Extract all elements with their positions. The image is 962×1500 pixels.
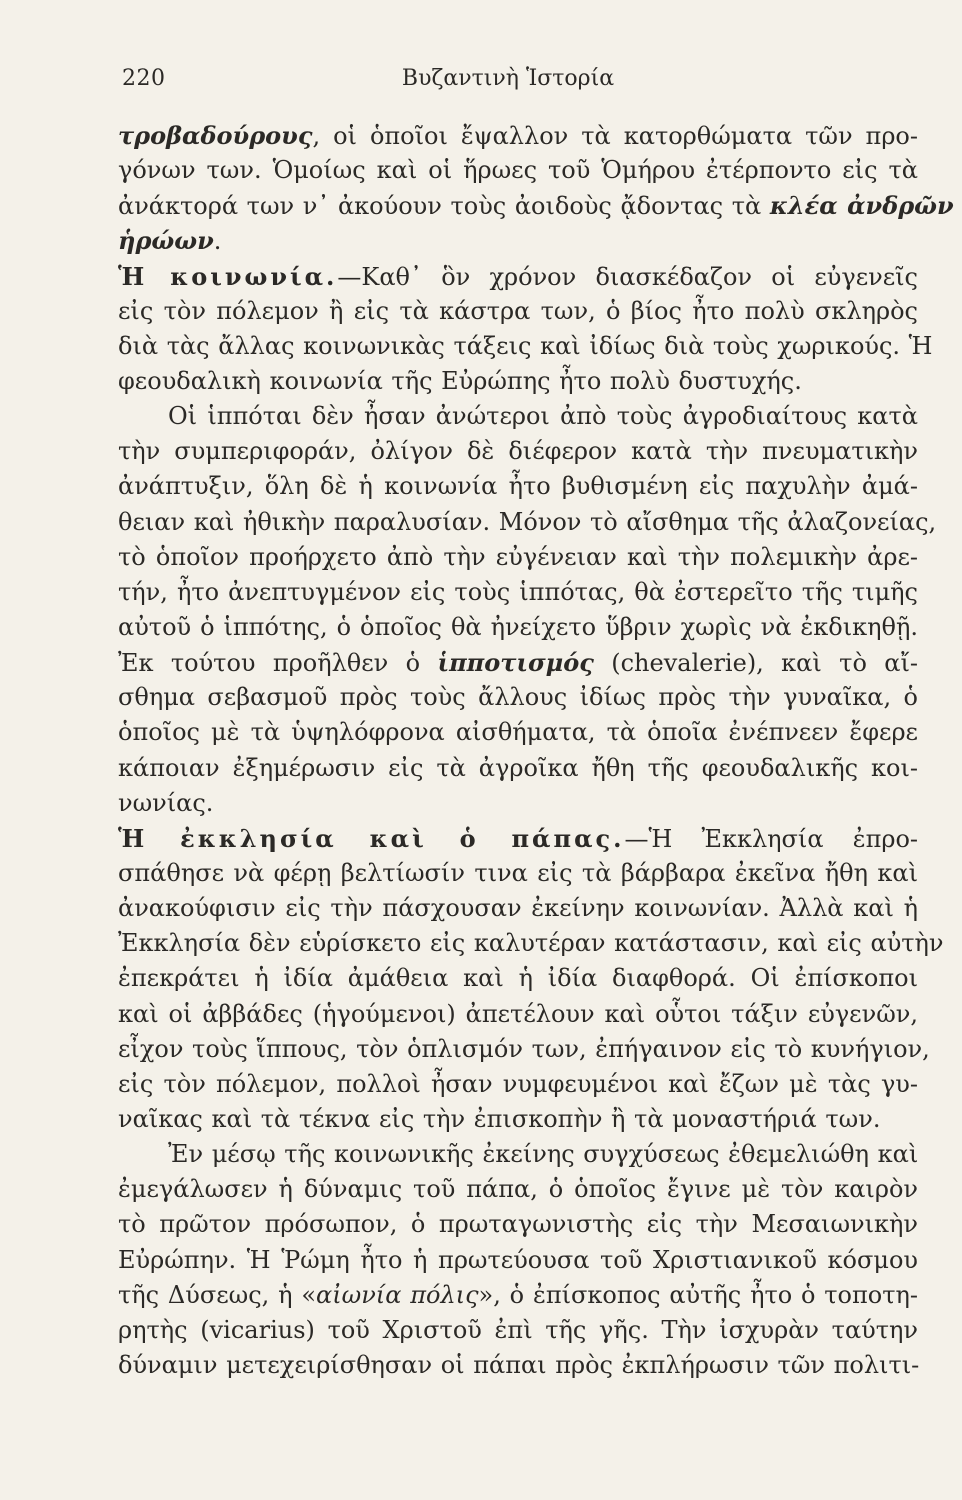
text-line: εἶχον τοὺς ἵππους, τὸν ὁπλισμόν των, ἐπήγαινον εἰς τὸ κυνήγιον, <box>118 1034 930 1063</box>
section-heading: Ἡ ἐκκλησία καὶ ὁ πάπας. <box>118 823 625 853</box>
text-line: ἐμεγάλωσεν ἡ δύναμις τοῦ πάπα, ὁ ὁποῖος ἔγινε μὲ τὸν καιρὸν <box>118 1175 918 1204</box>
text-line: θειαν καὶ ἠθικὴν παραλυσίαν. Μόνον τὸ αἴσθημα τῆς ἀλαζονείας, <box>118 507 937 536</box>
text-line: ἀνάπτυξιν, ὅλη δὲ ἡ κοινωνία ἦτο βυθισμένη εἰς παχυλὴν ἀμά- <box>118 472 918 501</box>
text-line: τὸ πρῶτον πρόσωπον, ὁ πρωταγωνιστὴς εἰς τὴν Μεσαιωνικὴν <box>118 1210 918 1239</box>
text-line: τὸ ὁποῖον προήρχετο ἀπὸ τὴν εὐγένειαν καὶ τὴν πολεμικὴν ἀρε- <box>118 542 918 571</box>
emphasized-phrase: κλέα ἀνδρῶν <box>769 191 954 221</box>
page-header <box>118 66 838 100</box>
line-text: Ἐκ τούτου προῆλθεν ὁ <box>118 649 438 678</box>
text-line: ὁποῖος μὲ τὰ ὑψηλόφρονα αἰσθήματα, τὰ ὁποῖα ἐνέπνεεν ἔφερε <box>118 718 918 747</box>
text-line: ρητὴς (vicarius) τοῦ Χριστοῦ ἐπὶ τῆς γῆς. Τὴν ἰσχυρὰν ταύτην <box>118 1315 918 1344</box>
text-line: ἀνακούφισιν εἰς τὴν πάσχουσαν ἐκείνην κοινωνίαν. Ἀλλὰ καὶ ἡ <box>118 894 918 923</box>
text-line <box>118 188 954 223</box>
text-line: νωνίας. <box>118 788 214 817</box>
text-line: καὶ οἱ ἀββάδες (ἡγούμενοι) ἀπετέλουν καὶ οὗτοι τάξιν εὐγενῶν, <box>118 999 918 1028</box>
body-text <box>118 118 954 1383</box>
text-line: τὴν συμπεριφοράν, ὀλίγον δὲ διέφερον κατὰ τὴν πνευματικὴν <box>118 437 918 466</box>
text-line <box>118 1278 918 1313</box>
text-line <box>118 118 918 153</box>
line-text: ἀνάκτορά των ν᾽ ἀκούουν τοὺς ἀοιδοὺς ᾄδοντας τὰ <box>118 192 770 221</box>
text-line: τήν, ἦτο ἀνεπτυγμένον εἰς τοὺς ἱππότας, θὰ ἐστερεῖτο τῆς τιμῆς <box>118 577 918 606</box>
text-line: Οἱ ἱππόται δὲν ἦσαν ἀνώτεροι ἀπὸ τοὺς ἀγροδιαίτους κατὰ <box>168 402 918 431</box>
line-text: —Καθ᾽ ὃν χρόνον διασκέδαζον οἱ εὐγενεῖς <box>337 262 918 291</box>
text-line: γόνων των. Ὁμοίως καὶ οἱ ἥρωες τοῦ Ὁμήρου ἐτέρποντο εἰς τὰ <box>118 156 918 185</box>
text-line: ναῖκας καὶ τὰ τέκνα εἰς τὴν ἐπισκοπὴν ἢ τὰ μοναστήριά των. <box>118 1104 881 1133</box>
running-title: Βυζαντινὴ Ἱστορία <box>401 66 615 91</box>
text-line <box>118 821 918 856</box>
text-line: σπάθησε νὰ φέρῃ βελτίωσίν τινα εἰς τὰ βάρβαρα ἐκεῖνα ἤθη καὶ <box>118 858 918 887</box>
emphasized-term: τροβαδούρους <box>118 121 313 150</box>
text-line <box>118 223 918 258</box>
text-line: ἐπεκράτει ἡ ἰδία ἀμάθεια καὶ ἡ ἰδία διαφθορά. Οἱ ἐπίσκοποι <box>118 964 918 993</box>
text-line: διὰ τὰς ἄλλας κοινωνικὰς τάξεις καὶ ἰδίως διὰ τοὺς χωρικούς. Ἡ <box>118 331 933 360</box>
text-line <box>118 259 918 294</box>
line-text: », ὁ ἐπίσκοπος αὐτῆς ἦτο ὁ τοποτη- <box>478 1280 918 1309</box>
text-line: Ἐκκλησία δὲν εὑρίσκετο εἰς καλυτέραν κατάστασιν, καὶ εἰς αὐτὴν <box>118 929 944 958</box>
text-line: κάποιαν ἐξημέρωσιν εἰς τὰ ἀγροῖκα ἤθη τῆς φεουδαλικῆς κοι- <box>118 753 918 782</box>
emphasized-term: ἱπποτισμός <box>437 648 594 678</box>
quoted-phrase: αἰωνία πόλις <box>316 1280 479 1309</box>
emphasized-phrase: ἡρώων <box>118 226 214 256</box>
text-line: φεουδαλικὴ κοινωνία τῆς Εὐρώπης ἦτο πολὺ δυστυχής. <box>118 366 802 395</box>
page-number: 220 <box>122 66 166 91</box>
line-text: . <box>213 227 222 256</box>
text-line <box>118 645 918 680</box>
line-text: , οἱ ὁποῖοι ἔψαλλον τὰ κατορθώματα τῶν προ- <box>312 122 918 150</box>
line-text: (chevalerie), καὶ τὸ αἴ- <box>593 649 919 678</box>
text-line: Ἐν μέσῳ τῆς κοινωνικῆς ἐκείνης συγχύσεως ἐθεμελιώθη καὶ <box>168 1140 919 1169</box>
text-line: σθημα σεβασμοῦ πρὸς τοὺς ἄλλους ἰδίως πρὸς τὴν γυναῖκα, ὁ <box>118 683 918 712</box>
text-line: αὐτοῦ ὁ ἱππότης, ὁ ὁποῖος θὰ ἠνείχετο ὕβριν χωρὶς νὰ ἐκδικηθῇ. <box>118 612 918 641</box>
line-text: τῆς Δύσεως, ἡ « <box>118 1280 317 1309</box>
line-text: —Ἡ Ἐκκλησία ἐπρο- <box>624 824 919 853</box>
section-heading: Ἡ κοινωνία. <box>118 261 338 291</box>
text-line: εἰς τὸν πόλεμον, πολλοὶ ἦσαν νυμφευμένοι καὶ ἔζων μὲ τὰς γυ- <box>118 1069 918 1098</box>
text-line: εἰς τὸν πόλεμον ἢ εἰς τὰ κάστρα των, ὁ βίος ἦτο πολὺ σκληρὸς <box>118 296 918 325</box>
text-line: δύναμιν μετεχειρίσθησαν οἱ πάπαι πρὸς ἐκπλήρωσιν τῶν πολιτι- <box>118 1350 920 1379</box>
text-line: Εὐρώπην. Ἡ Ῥώμη ἦτο ἡ πρωτεύουσα τοῦ Χριστιανικοῦ κόσμου <box>118 1245 918 1274</box>
